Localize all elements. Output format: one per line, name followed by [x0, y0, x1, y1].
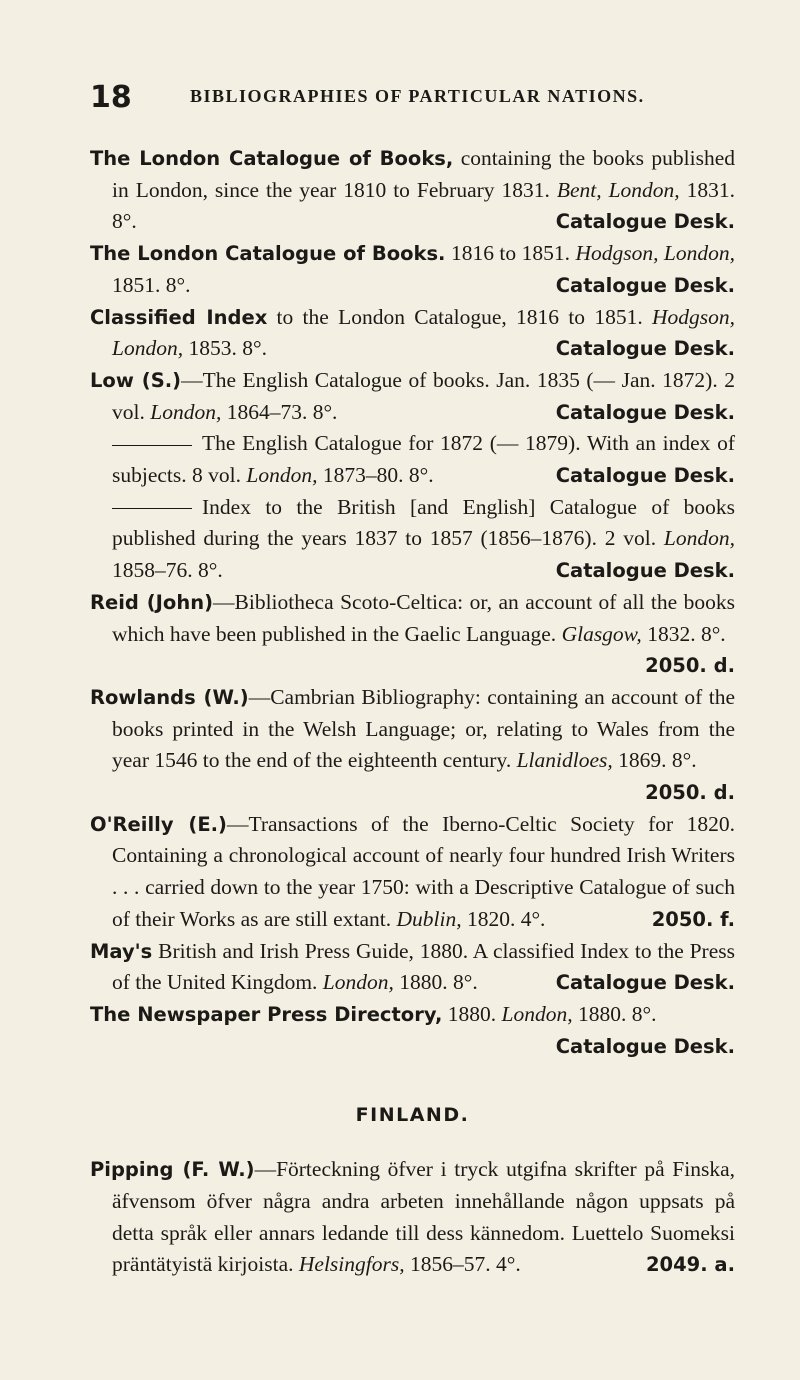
shelf-mark: 2050. d.: [645, 654, 735, 678]
catalogue-entry: [90, 682, 735, 809]
catalogue-entry: [90, 809, 735, 936]
shelf-mark: Catalogue Desk.: [555, 210, 735, 234]
entry-text: 1816 to 1851.: [445, 241, 576, 266]
catalogue-entry: [90, 587, 735, 682]
catalogue-entry: [90, 999, 735, 1062]
catalogue-entry: [90, 492, 735, 587]
shelf-mark: Catalogue Desk.: [555, 1034, 735, 1058]
entry-heading: O'Reilly (E.): [90, 812, 227, 836]
entry-text: —Bibliotheca Scoto-Celtica: or, an account of all the books which have been published in the Gaelic Language.: [112, 589, 735, 646]
catalogue-entry: [90, 238, 735, 301]
shelf-mark: Catalogue Desk.: [555, 971, 735, 995]
catalogue-entry: [90, 428, 735, 491]
entry-place: Dublin,: [396, 906, 462, 931]
entry-place: Helsingfors,: [298, 1252, 405, 1277]
entry-imprint: 1851. 8°.: [112, 272, 191, 297]
entry-place: London,: [150, 399, 222, 424]
entry-text: containing the books published in London, since the year 1810 to February 1831.: [112, 146, 735, 202]
entry-text: —The English Catalogue of books. Jan. 1835 (— Jan. 1872). 2 vol.: [112, 367, 735, 424]
entry-text: to the London Catalogue, 1816 to 1851.: [267, 304, 652, 329]
shelf-mark: Catalogue Desk.: [555, 464, 735, 488]
entry-place: London,: [246, 463, 318, 488]
entry-heading: The London Catalogue of Books,: [90, 147, 454, 170]
catalogue-entry: [90, 143, 735, 238]
catalogue-entry: [90, 1154, 735, 1281]
running-title: BIBLIOGRAPHIES OF PARTICULAR NATIONS.: [190, 86, 645, 106]
entry-imprint: 1820. 4°.: [461, 906, 546, 931]
entry-imprint: 1853. 8°.: [183, 336, 267, 361]
entry-heading: Low (S.): [90, 368, 182, 392]
entry-text: —Förteckning öfver i tryck utgifna skrifter på Finska, äfvensom öfver några andra arbeten innehållande någon uppsats på detta språk eller annars ledande till dess kännedom. Luettelo Suomeksi präntätyistä kirjoista.: [112, 1157, 735, 1277]
shelf-mark: 2049. a.: [645, 1253, 735, 1277]
entry-place: Bent, London,: [556, 177, 680, 202]
entry-text: The English Catalogue for 1872 (— 1879). With an index of subjects. 8 vol.: [112, 431, 735, 488]
entry-place: Hodgson, London,: [575, 241, 736, 266]
shelf-mark: Catalogue Desk.: [555, 337, 735, 361]
catalogue-entry: [90, 302, 735, 365]
entry-imprint: 1880. 8°.: [572, 1001, 657, 1026]
entry-imprint: 1832. 8°.: [641, 621, 726, 646]
entry-heading: May's: [90, 939, 153, 963]
section-title: FINLAND.: [355, 1104, 470, 1127]
shelf-mark: Catalogue Desk.: [555, 559, 735, 583]
entry-imprint: 1873–80. 8°.: [317, 463, 434, 488]
entry-imprint: 1880. 8°.: [393, 970, 478, 995]
page-body: [90, 143, 735, 1281]
entry-text: —Transactions of the Iberno-Celtic Society for 1820. Containing a chronological account of nearly four hundred Irish Writers . . . carried down to the year 1750: with a Descriptive Catalogue of such of their Works as are still extant.: [112, 811, 735, 931]
shelf-mark: 2050. f.: [651, 907, 735, 931]
entry-imprint: 1856–57. 4°.: [404, 1252, 521, 1277]
entry-imprint: 1831. 8°.: [112, 177, 735, 234]
entry-text: —Cambrian Bibliography: containing an account of the books printed in the Welsh Language; or, relating to Wales from the year 1546 to the end of the eighteenth century.: [112, 684, 735, 773]
entry-heading: Rowlands (W.): [90, 685, 249, 709]
shelf-mark: Catalogue Desk.: [555, 400, 735, 424]
shelf-mark: Catalogue Desk.: [555, 273, 735, 297]
page-number: 18: [90, 80, 132, 115]
ditto-dash: [112, 445, 192, 446]
entry-imprint: 1864–73. 8°.: [221, 399, 338, 424]
entry-text: 1880.: [442, 1001, 502, 1026]
entry-heading: Pipping (F. W.): [90, 1158, 255, 1182]
entry-list: [90, 143, 735, 1062]
entry-heading: Reid (John): [90, 590, 214, 614]
entry-text: British and Irish Press Guide, 1880. A classified Index to the Press of the United Kingdom.: [112, 938, 735, 995]
entry-place: London,: [501, 1001, 573, 1026]
entry-place: London,: [322, 970, 394, 995]
catalogue-entry: [90, 365, 735, 428]
entry-imprint: 1858–76. 8°.: [112, 558, 223, 583]
entry-text: Index to the British [and English] Catalogue of books published during the years 1837 to 1857 (1856–1876). 2 vol.: [112, 494, 735, 551]
entry-place: Llanidloes,: [516, 748, 613, 773]
entry-heading: Classified Index: [90, 305, 268, 329]
entry-place: Glasgow,: [561, 621, 642, 646]
shelf-mark: 2050. d.: [645, 781, 735, 805]
entry-place: London,: [663, 526, 735, 551]
entry-imprint: 1869. 8°.: [612, 748, 697, 773]
entry-place: Hodgson, London,: [112, 304, 735, 361]
entry-heading: The Newspaper Press Directory,: [90, 1002, 443, 1026]
entry-heading: The London Catalogue of Books.: [90, 242, 446, 266]
page-header: [90, 80, 740, 115]
catalogue-entry: [90, 936, 735, 999]
ditto-dash: [112, 508, 192, 509]
finland-entry-list: [90, 1154, 735, 1281]
